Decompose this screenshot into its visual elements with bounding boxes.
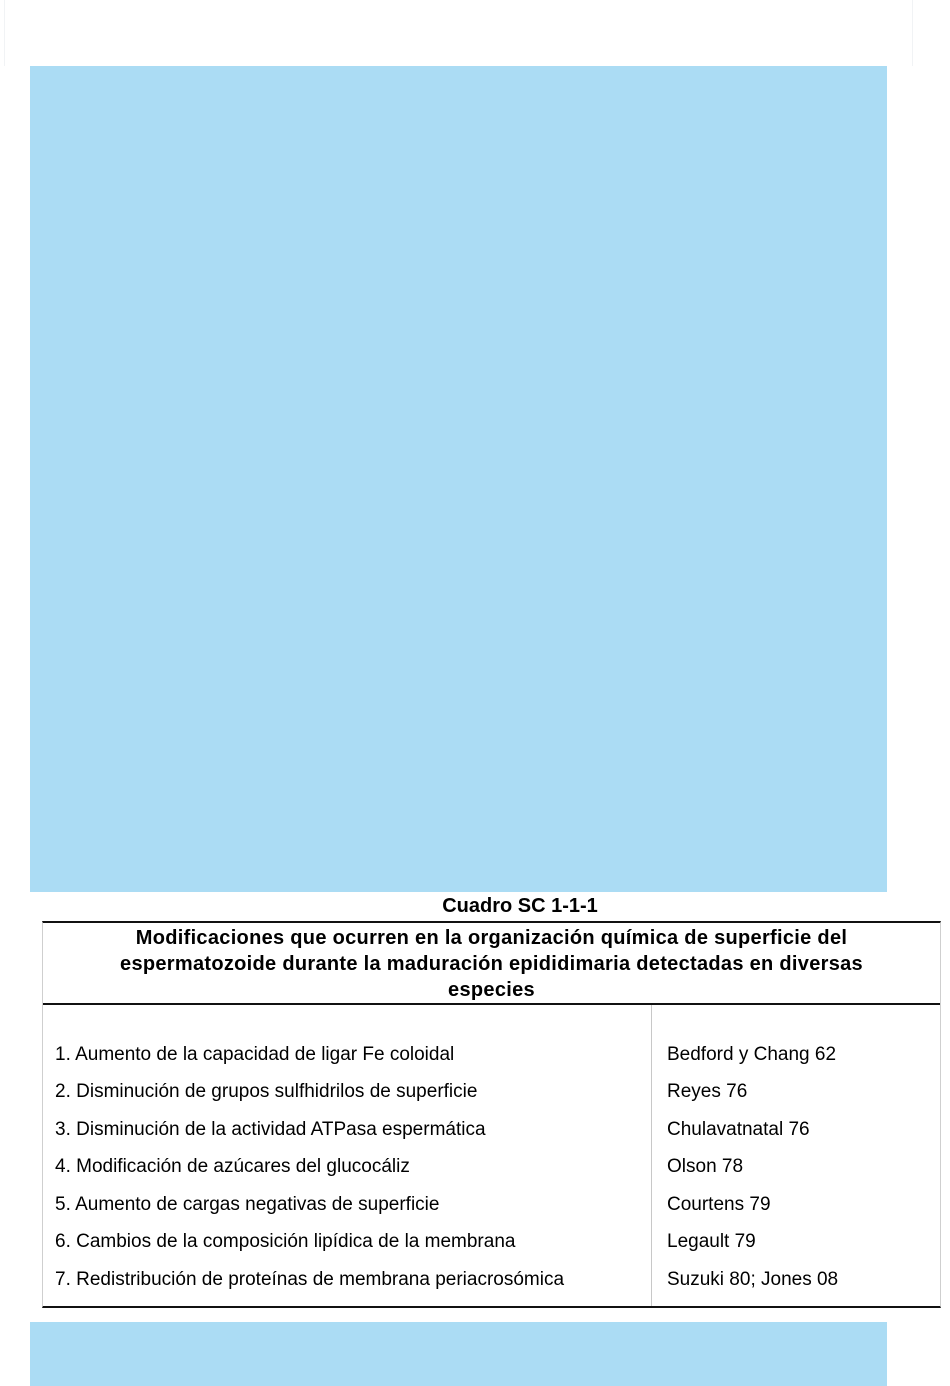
header-line-3: especies <box>448 979 535 1001</box>
table-row-label: 3. Disminución de la actividad ATPasa espermática <box>55 1119 486 1140</box>
table-row-reference: Bedford y Chang 62 <box>667 1044 837 1065</box>
table-figure <box>30 892 950 1322</box>
table-row-reference: Legault 79 <box>667 1231 756 1252</box>
table-row-reference: Reyes 76 <box>667 1081 748 1102</box>
table-row-reference: Olson 78 <box>667 1156 744 1177</box>
page-edge-right <box>912 0 917 66</box>
table-row-reference: Chulavatnatal 76 <box>667 1119 810 1140</box>
table-row-label: 6. Cambios de la composición lipídica de la membrana <box>55 1231 516 1252</box>
data-table <box>42 921 941 1308</box>
blue-panel-top <box>30 66 887 892</box>
table-row-reference: Courtens 79 <box>667 1194 771 1215</box>
table-row-label: 1. Aumento de la capacidad de ligar Fe coloidal <box>55 1044 455 1065</box>
table-row-label: 2. Disminución de grupos sulfhidrilos de superficie <box>55 1081 478 1102</box>
table-header <box>43 923 940 1005</box>
header-line-2: espermatozoide durante la maduración epididimaria detectadas en diversas <box>120 953 863 975</box>
page-edge-left <box>0 0 5 66</box>
table-row-label: 4. Modificación de azúcares del glucocáliz <box>55 1156 410 1177</box>
table-row-label: 7. Redistribución de proteínas de membrana periacrosómica <box>55 1269 565 1290</box>
column-divider <box>651 1005 652 1306</box>
table-row-reference: Suzuki 80; Jones 08 <box>667 1269 839 1290</box>
header-line-1: Modificaciones que ocurren en la organización química de superficie del <box>135 927 848 949</box>
table-row-label: 5. Aumento de cargas negativas de superficie <box>55 1194 440 1215</box>
table-caption: Cuadro SC 1-1-1 <box>442 895 598 917</box>
blue-panel-bottom <box>30 1322 887 1386</box>
